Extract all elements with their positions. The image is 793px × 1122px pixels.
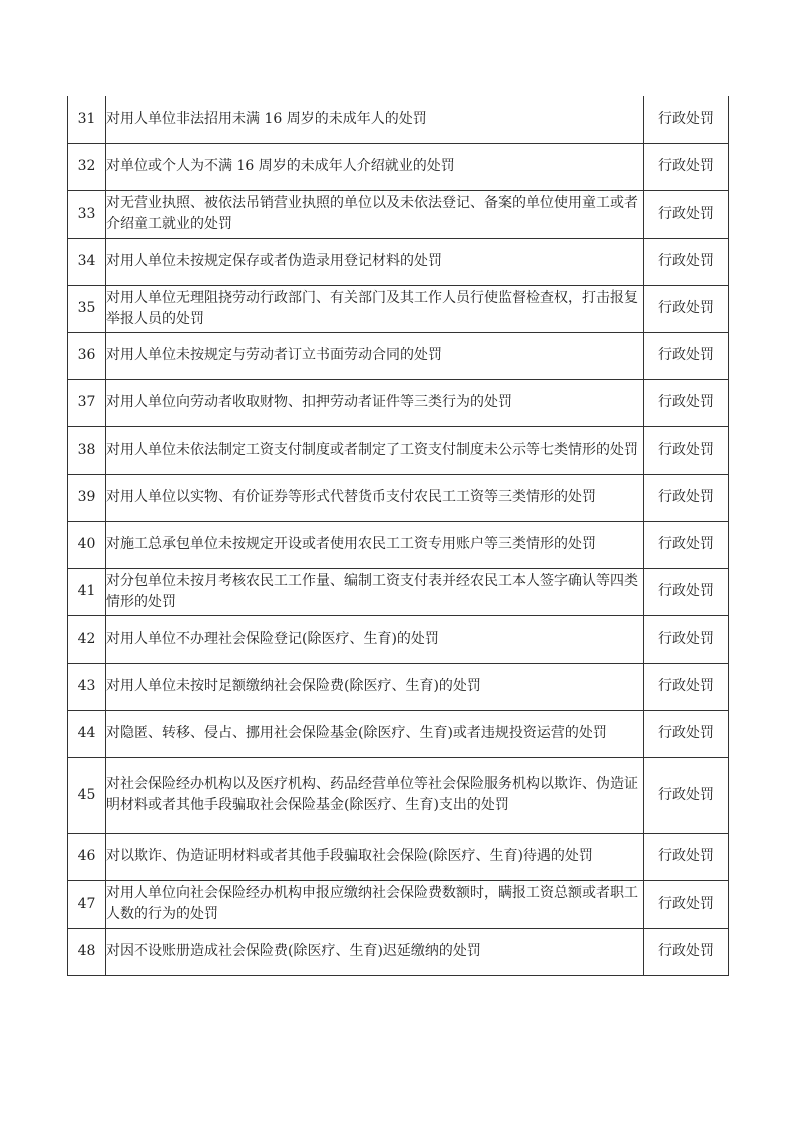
- row-type: 行政处罚: [644, 426, 729, 474]
- row-item: 对分包单位未按月考核农民工工作量、编制工资支付表并经农民工本人签字确认等四类情形的处罚: [106, 568, 644, 615]
- row-type: 行政处罚: [644, 568, 729, 615]
- row-item: 对用人单位向社会保险经办机构申报应缴纳社会保险费数额时，瞒报工资总额或者职工人数的行为的处罚: [106, 880, 644, 928]
- row-number: 32: [68, 143, 106, 190]
- row-number: 39: [68, 474, 106, 521]
- table-row: [68, 143, 729, 190]
- row-item: 对以欺诈、伪造证明材料或者其他手段骗取社会保险(除医疗、生育)待遇的处罚: [106, 833, 644, 880]
- row-type: 行政处罚: [644, 474, 729, 521]
- row-item: 对用人单位向劳动者收取财物、扣押劳动者证件等三类行为的处罚: [106, 379, 644, 426]
- table-row: [68, 615, 729, 663]
- row-item: 对用人单位未依法制定工资支付制度或者制定了工资支付制度未公示等七类情形的处罚: [106, 426, 644, 474]
- row-type: 行政处罚: [644, 379, 729, 426]
- row-item: 对因不设账册造成社会保险费(除医疗、生育)迟延缴纳的处罚: [106, 928, 644, 975]
- row-type: 行政处罚: [644, 615, 729, 663]
- punishment-table: [67, 96, 729, 976]
- row-item: 对用人单位未按规定保存或者伪造录用登记材料的处罚: [106, 238, 644, 285]
- row-type: 行政处罚: [644, 143, 729, 190]
- row-number: 38: [68, 426, 106, 474]
- table-row: [68, 379, 729, 426]
- row-type: 行政处罚: [644, 757, 729, 833]
- table-row: [68, 521, 729, 568]
- row-type: 行政处罚: [644, 96, 729, 143]
- row-type: 行政处罚: [644, 238, 729, 285]
- table-row: [68, 426, 729, 474]
- row-number: 41: [68, 568, 106, 615]
- row-item: 对用人单位非法招用未满 16 周岁的未成年人的处罚: [106, 96, 644, 143]
- row-item: 对用人单位未按时足额缴纳社会保险费(除医疗、生育)的处罚: [106, 663, 644, 710]
- row-item: 对单位或个人为不满 16 周岁的未成年人介绍就业的处罚: [106, 143, 644, 190]
- row-number: 48: [68, 928, 106, 975]
- row-type: 行政处罚: [644, 285, 729, 332]
- table-row: [68, 332, 729, 379]
- row-number: 36: [68, 332, 106, 379]
- table-row: [68, 710, 729, 757]
- table-row: [68, 96, 729, 143]
- row-type: 行政处罚: [644, 928, 729, 975]
- table-row: [68, 880, 729, 928]
- row-item: 对无营业执照、被依法吊销营业执照的单位以及未依法登记、备案的单位使用童工或者介绍童工就业的处罚: [106, 190, 644, 238]
- row-item: 对用人单位以实物、有价证券等形式代替货币支付农民工工资等三类情形的处罚: [106, 474, 644, 521]
- row-number: 35: [68, 285, 106, 332]
- row-type: 行政处罚: [644, 332, 729, 379]
- row-item: 对隐匿、转移、侵占、挪用社会保险基金(除医疗、生育)或者违规投资运营的处罚: [106, 710, 644, 757]
- table-row: [68, 190, 729, 238]
- table-row: [68, 757, 729, 833]
- row-number: 40: [68, 521, 106, 568]
- row-item: 对社会保险经办机构以及医疗机构、药品经营单位等社会保险服务机构以欺诈、伪造证明材料或者其他手段骗取社会保险基金(除医疗、生育)支出的处罚: [106, 757, 644, 833]
- row-item: 对用人单位无理阻挠劳动行政部门、有关部门及其工作人员行使监督检查权，打击报复举报人员的处罚: [106, 285, 644, 332]
- row-number: 42: [68, 615, 106, 663]
- row-number: 47: [68, 880, 106, 928]
- row-number: 44: [68, 710, 106, 757]
- row-number: 33: [68, 190, 106, 238]
- row-number: 43: [68, 663, 106, 710]
- row-number: 37: [68, 379, 106, 426]
- table-row: [68, 285, 729, 332]
- table-row: [68, 568, 729, 615]
- row-number: 46: [68, 833, 106, 880]
- row-number: 34: [68, 238, 106, 285]
- table-row: [68, 928, 729, 975]
- table-row: [68, 833, 729, 880]
- row-type: 行政处罚: [644, 710, 729, 757]
- row-item: 对施工总承包单位未按规定开设或者使用农民工工资专用账户等三类情形的处罚: [106, 521, 644, 568]
- table-row: [68, 663, 729, 710]
- row-type: 行政处罚: [644, 833, 729, 880]
- table-row: [68, 238, 729, 285]
- row-type: 行政处罚: [644, 880, 729, 928]
- table-row: [68, 474, 729, 521]
- row-type: 行政处罚: [644, 190, 729, 238]
- row-item: 对用人单位未按规定与劳动者订立书面劳动合同的处罚: [106, 332, 644, 379]
- row-type: 行政处罚: [644, 663, 729, 710]
- row-number: 31: [68, 96, 106, 143]
- row-type: 行政处罚: [644, 521, 729, 568]
- row-item: 对用人单位不办理社会保险登记(除医疗、生育)的处罚: [106, 615, 644, 663]
- row-number: 45: [68, 757, 106, 833]
